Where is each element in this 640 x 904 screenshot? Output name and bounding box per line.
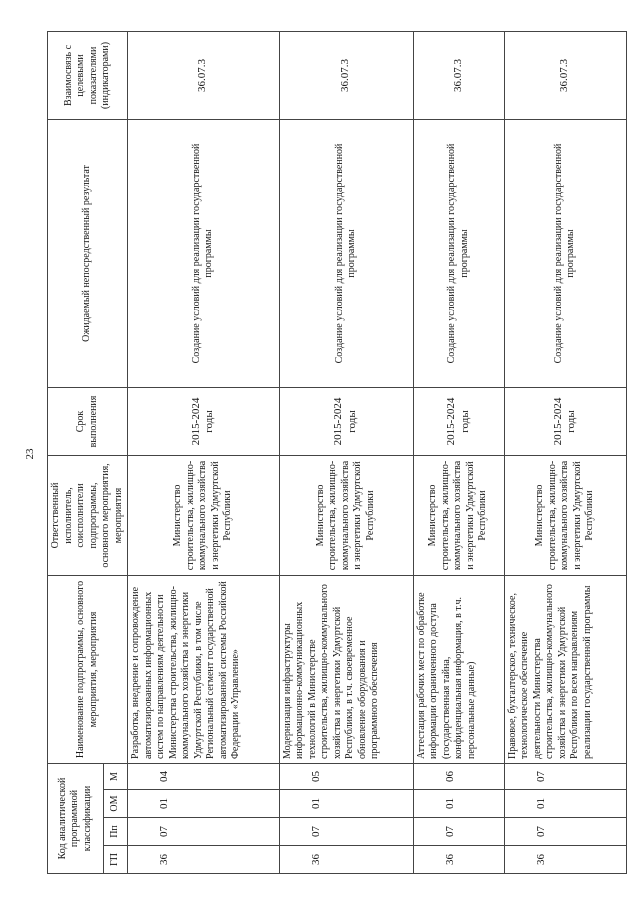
header-m: М [103,763,127,789]
header-name: Наименование подпрограммы, основного мероприятия, мероприятия [48,575,128,763]
cell-responsible: Министерство строительства, жилищно-коммунального хозяйства и энергетики Удмуртской Республики [279,455,413,575]
header-link: Взаимосвязь с целевыми показателями (индикаторами) [48,31,128,119]
cell-name: Правовое, бухгалтерское, техническое, технологическое обеспечение деятельности Министерства строительства, жилищно-коммунального хозяйства и энергетики Удмуртской Республики по всем направлениям реализации государственной программы [504,575,626,763]
header-om: ОМ [103,790,127,818]
cell-name: Аттестация рабочих мест по обработке информации ограниченного доступа (государственная тайна, конфиденциальная информация, в т.ч. персональные данные) [413,575,504,763]
header-pp: Пп [103,818,127,846]
table-row [128,31,280,873]
cell-result: Создание условий для реализации государственной программы [279,119,413,387]
cell-result: Создание условий для реализации государственной программы [504,119,626,387]
cell-responsible: Министерство строительства, жилищно-коммунального хозяйства и энергетики Удмуртской Республики [128,455,280,575]
cell-link: 36.07.3 [504,31,626,119]
table-row [279,31,413,873]
table-row [413,31,504,873]
cell-pp: 07 [128,818,280,846]
cell-pp: 07 [504,818,626,846]
table-container [47,32,619,874]
cell-m: 06 [413,763,504,789]
cell-gp: 36 [413,846,504,874]
cell-link: 36.07.3 [128,31,280,119]
program-activities-table [47,31,627,874]
cell-pp: 07 [413,818,504,846]
rotated-table-frame [47,32,619,874]
cell-m: 07 [504,763,626,789]
header-code-group: Код аналитической программной классификации [48,763,104,873]
header-responsible: Ответственный исполнитель, соисполнители подпрограммы, основного мероприятия, мероприятия [48,455,128,575]
cell-name: Разработка, внедрение и сопровождение автоматизированных информационных систем по направлениям деятельности Министерства строительства, жилищно-коммунального хозяйства и энергетики Удмуртской Республики, в том числе Региональный сегмент государственной автоматизированной системы Российской Федерации «Управление» [128,575,280,763]
cell-link: 36.07.3 [279,31,413,119]
cell-term: 2015-2024 годы [279,387,413,455]
cell-m: 04 [128,763,280,789]
cell-name: Модернизация инфраструктуры информационно-коммуникационных технологий в Министерстве строительства, жилищно-коммунального хозяйства и энергетики Удмуртской Республики, в т.ч. своевременное обновление оборудования и программного обеспечения [279,575,413,763]
cell-m: 05 [279,763,413,789]
cell-gp: 36 [128,846,280,874]
header-result: Ожидаемый непосредственный результат [48,119,128,387]
cell-result: Создание условий для реализации государственной программы [413,119,504,387]
cell-term: 2015-2024 годы [504,387,626,455]
cell-om: 01 [504,790,626,818]
page-number: 23 [24,448,36,460]
cell-term: 2015-2024 годы [128,387,280,455]
cell-link: 36.07.3 [413,31,504,119]
cell-gp: 36 [279,846,413,874]
cell-om: 01 [279,790,413,818]
cell-term: 2015-2024 годы [413,387,504,455]
cell-gp: 36 [504,846,626,874]
cell-pp: 07 [279,818,413,846]
cell-responsible: Министерство строительства, жилищно-коммунального хозяйства и энергетики Удмуртской Республики [413,455,504,575]
header-term: Срок выполнения [48,387,128,455]
table-row [504,31,626,873]
cell-result: Создание условий для реализации государственной программы [128,119,280,387]
header-gp: ГП [103,846,127,874]
cell-responsible: Министерство строительства, жилищно-коммунального хозяйства и энергетики Удмуртской Республики [504,455,626,575]
cell-om: 01 [128,790,280,818]
cell-om: 01 [413,790,504,818]
header-row-1 [48,31,104,873]
